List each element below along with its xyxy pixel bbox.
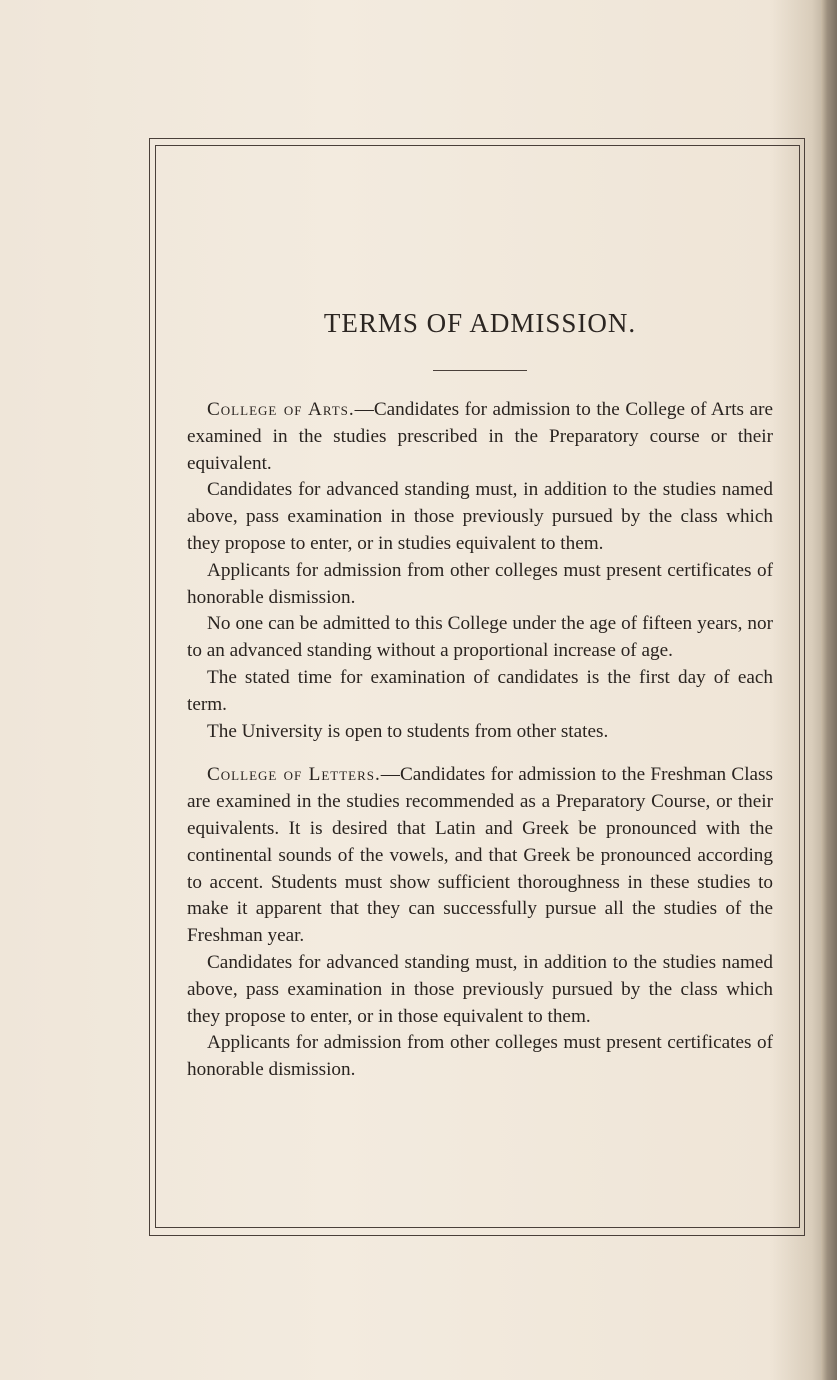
letters-paragraph-2: Candidates for advanced standing must, in addition to the studies named above, pass examination in those previously pursued by the class which they propose to enter, or in those equivalent to them. — [187, 951, 773, 1027]
arts-paragraph-6: The University is open to students from other states. — [207, 720, 609, 742]
admission-text — [187, 397, 773, 1084]
letters-paragraph-3: Applicants for admission from other colleges must present certificates of honorable dismission. — [187, 1032, 773, 1081]
arts-paragraph-5: The stated time for examination of candidates is the first day of each term. — [187, 666, 773, 715]
arts-paragraph-1: College of Arts.—Candidates for admission to the College of Arts are examined in the studies prescribed in the Preparatory course or their equivalent. — [187, 399, 773, 474]
arts-paragraph-2: Candidates for advanced standing must, in addition to the studies named above, pass examination in those previously pursued by the class which they propose to enter, or in studies equivalent to them. — [187, 479, 773, 554]
page-heading: TERMS OF ADMISSION. — [323, 308, 637, 338]
heading-rule — [433, 370, 527, 371]
section-gap — [187, 745, 773, 762]
book-spine-edge — [821, 0, 837, 1380]
letters-section-title: College of Letters. — [207, 764, 381, 786]
letters-paragraph-1: College of Letters.—Candidates for admission to the Freshman Class are examined in the studies recommended as a Preparatory Course, or their equivalents. It is desired that Latin and Greek be pronounced with the continental sounds of the vowels, and that Greek be pronounced according to accent. Students must show sufficient thoroughness in these studies to make it apparent that they can successfully pursue all the studies of the Freshman year. — [187, 764, 773, 947]
arts-paragraph-4: No one can be admitted to this College under the age of fifteen years, nor to an advanced standing without a proportional increase of age. — [187, 613, 773, 662]
arts-section-title: College of Arts. — [207, 399, 355, 420]
arts-paragraph-3: Applicants for admission from other colleges must present certificates of honorable dismission. — [187, 559, 773, 608]
